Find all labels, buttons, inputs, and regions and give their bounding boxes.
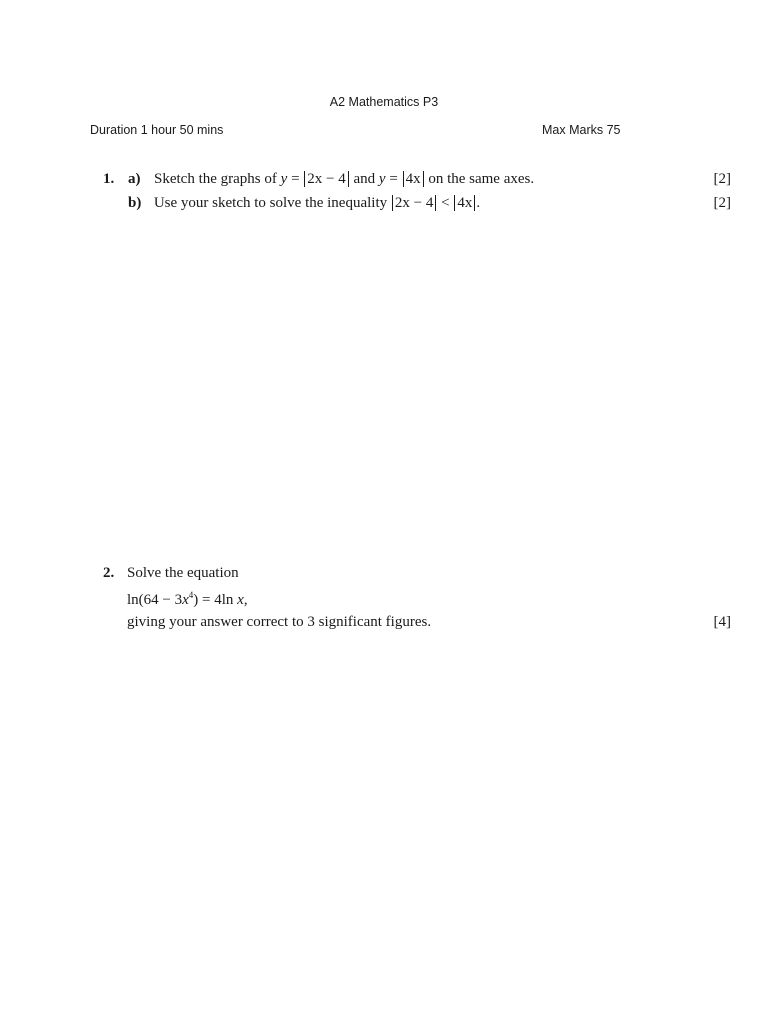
- question-1-number: 1.: [103, 171, 115, 187]
- question-1b-text-start: Use your sketch to solve the inequality: [153, 195, 391, 211]
- question-1b-text-end: .: [476, 195, 481, 211]
- question-1a: [128, 171, 534, 188]
- question-1a-text-start: Sketch the graphs of: [154, 171, 281, 187]
- question-2-line-1: Solve the equation: [127, 565, 239, 581]
- question-1a-var-2: y: [378, 171, 386, 187]
- question-1b-label: b): [128, 195, 142, 211]
- question-2-number: 2.: [103, 565, 115, 581]
- question-2-eq-lhs-end: ) = 4ln: [193, 592, 238, 608]
- question-2-eq-exponent: 4: [188, 590, 194, 600]
- question-1b-relation: <: [437, 195, 454, 211]
- question-1a-abs-expr-2: 4x: [403, 171, 424, 187]
- question-1a-marks: [2]: [713, 171, 731, 187]
- question-1a-text-mid: and: [349, 171, 379, 187]
- question-1a-abs-expr-1: 2x − 4: [304, 171, 348, 187]
- question-1b-marks: [2]: [713, 195, 731, 211]
- question-1b: [128, 195, 480, 212]
- question-2-equation: [127, 590, 248, 609]
- question-1a-label: a): [128, 171, 141, 187]
- question-1a-var-1: y: [280, 171, 288, 187]
- max-marks-text: Max Marks 75: [542, 123, 621, 137]
- question-2-eq-end: ,: [243, 592, 248, 608]
- question-2-eq-lhs-start: ln(64 − 3: [127, 592, 183, 608]
- document-title: A2 Mathematics P3: [329, 95, 439, 109]
- question-2-eq-var: x: [182, 592, 189, 608]
- question-1a-eq-2: =: [385, 171, 402, 187]
- question-2-eq-rhs-var: x: [237, 592, 244, 608]
- question-2-marks: [4]: [713, 614, 731, 630]
- question-1b-abs-expr-1: 2x − 4: [392, 195, 436, 211]
- question-2-line-3: giving your answer correct to 3 significant figures.: [127, 614, 432, 630]
- question-1b-abs-expr-2: 4x: [454, 195, 475, 211]
- question-1a-eq-1: =: [287, 171, 304, 187]
- duration-text: Duration 1 hour 50 mins: [90, 123, 224, 137]
- question-1a-text-end: on the same axes.: [424, 171, 535, 187]
